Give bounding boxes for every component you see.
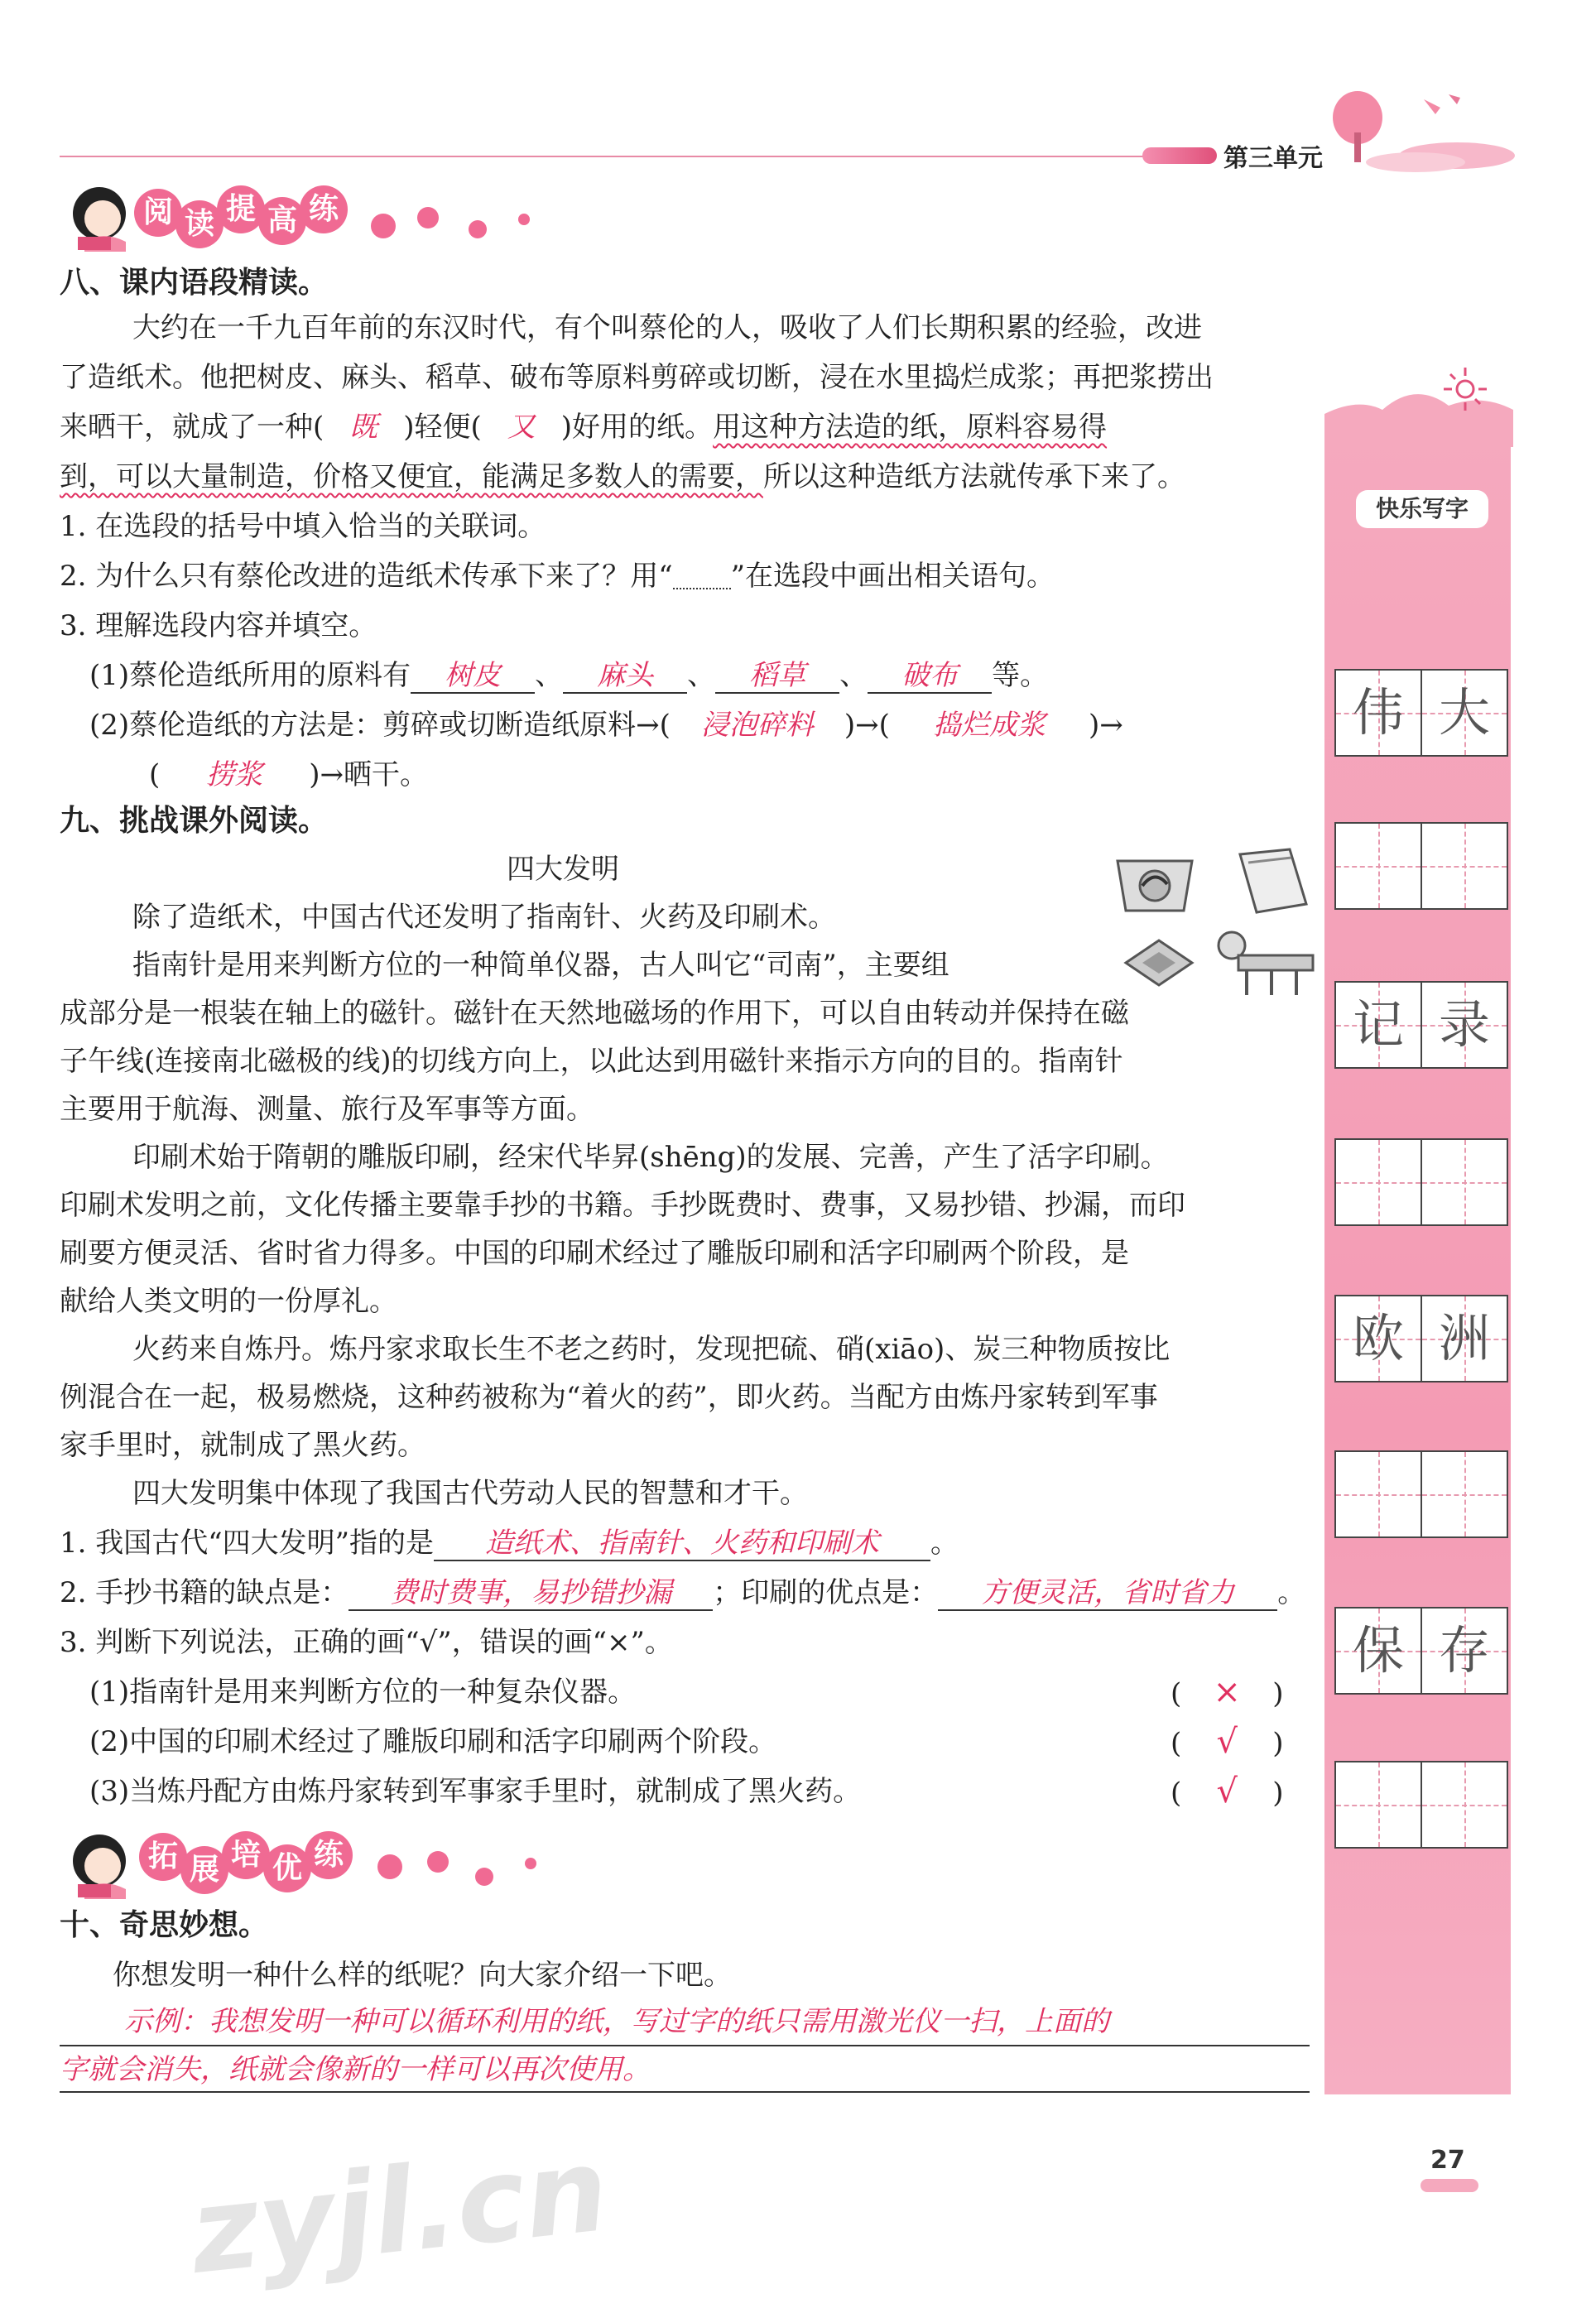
article-line: 主要用于航海、测量、旅行及军事等方面。 [60, 1093, 594, 1126]
q8-text: (1)蔡伦造纸所用的原料有 [89, 659, 411, 692]
q10-answer-line[interactable]: 示例：我想发明一种可以循环利用的纸，写过字的纸只需用激光仪一扫，上面的 [124, 2005, 1109, 2038]
article-line: 例混合在一起，极易燃烧，这种药被称为“着火的药”，即火药。当配方由炼丹家转到军事 [60, 1381, 1158, 1414]
grid-char: 保 [1352, 1620, 1404, 1681]
grid-char: 记 [1352, 994, 1404, 1055]
girl-reading-icon [60, 1828, 142, 1902]
q8-sub-3: 3. 理解选段内容并填空。 [60, 609, 377, 642]
q10-answer-line[interactable]: 字就会消失，纸就会像新的一样可以再次使用。 [60, 2053, 651, 2086]
material-blank[interactable]: 树皮 [411, 659, 535, 694]
writing-grid-3[interactable] [1334, 981, 1508, 1069]
wavy-mark-icon [673, 566, 731, 589]
article-line: 印刷术发明之前，文化传播主要靠手抄的书籍。手抄既费时、费事，又易抄错、抄漏，而印 [60, 1189, 1185, 1222]
writing-grid-4[interactable] [1334, 1138, 1508, 1226]
cross-mark-icon: × [1213, 1673, 1242, 1711]
q8-text: 所以这种造纸方法就传承下来了。 [763, 460, 1185, 493]
grid-char: 欧 [1352, 1308, 1404, 1368]
bracket-close: ) [1272, 1727, 1284, 1760]
q10-title: 十、奇思妙想。 [60, 1908, 269, 1942]
judge-bracket-2[interactable] [1171, 1725, 1303, 1760]
judge-bracket-1[interactable] [1171, 1673, 1303, 1711]
writing-grid-2[interactable] [1334, 822, 1508, 910]
q8-answer-ji[interactable]: 既 [349, 411, 378, 444]
article-line: 印刷术始于隋朝的雕版印刷，经宋代毕昇(shēng)的发展、完善，产生了活字印刷。 [132, 1141, 1169, 1174]
page-number-decoration [1421, 2179, 1478, 2192]
judge-item: (1)指南针是用来判断方位的一种复杂仪器。 [89, 1676, 637, 1709]
q8-text: ”在选段中画出相关语句。 [730, 560, 1055, 593]
watermark: zyjl.cn [184, 2123, 614, 2301]
writing-grid-5[interactable] [1334, 1295, 1508, 1383]
banner-char: 练 [300, 185, 348, 233]
q8-sub-1: 1. 在选段的括号中填入恰当的关联词。 [60, 510, 546, 543]
sun-icon [1440, 364, 1490, 414]
q9-sub-3: 3. 判断下列说法，正确的画“√”，错误的画“×”。 [60, 1626, 673, 1659]
q8-text: )好用的纸。 [560, 411, 714, 444]
article-line: 除了造纸术，中国古代还发明了指南针、火药及印刷术。 [132, 901, 836, 934]
bracket-open: ( [1171, 1727, 1182, 1760]
q8-para-line: 大约在一千九百年前的东汉时代，有个叫蔡伦的人，吸收了人们长期积累的经验，改进 [132, 311, 1202, 344]
bracket-open: ( [1171, 1677, 1182, 1710]
article-line: 四大发明集中体现了我国古代劳动人民的智慧和才干。 [132, 1477, 808, 1510]
q8-text: 、 [535, 659, 564, 692]
bracket-close: ) [1272, 1777, 1284, 1810]
grid-char: 大 [1438, 682, 1490, 743]
answer-rule [60, 2091, 1310, 2093]
banner-char: 展 [180, 1846, 228, 1894]
grid-char: 伟 [1352, 682, 1404, 743]
method-step-3[interactable]: 捞浆 [206, 758, 263, 791]
article-line: 成部分是一根装在轴上的磁针。磁针在天然地磁场的作用下，可以自由转动并保持在磁 [60, 997, 1129, 1030]
q8-answer-you[interactable]: 又 [507, 411, 536, 444]
q8-text: 2. 为什么只有蔡伦改进的造纸术传承下来了？用“ [60, 560, 673, 593]
cannon-icon [1214, 927, 1321, 1002]
banner-char: 阅 [134, 189, 182, 237]
writing-grid-1[interactable] [1334, 669, 1508, 757]
q8-text: )→ [1088, 709, 1123, 742]
q8-para-line: 了造纸术。他把树皮、麻头、稻草、破布等原料剪碎或切断，浸在水里捣烂成浆；再把浆捞出 [60, 361, 1214, 394]
q8-text: ( [149, 758, 161, 791]
banner-char: 拓 [139, 1833, 187, 1881]
q8-text: )→晒干。 [309, 758, 429, 791]
tree-icon [1324, 83, 1515, 174]
material-blank[interactable]: 稻草 [715, 659, 839, 694]
q8-text: )→( [844, 709, 890, 742]
banner-char: 读 [175, 200, 224, 248]
q9-text: 。 [930, 1527, 959, 1560]
q8-sub-3-1 [89, 659, 1048, 694]
grid-char: 洲 [1438, 1308, 1490, 1368]
q9-title: 九、挑战课外阅读。 [60, 804, 329, 838]
decor-dot [475, 1868, 493, 1886]
decor-dot [377, 1854, 402, 1879]
girl-reading-icon [60, 180, 142, 255]
banner-char: 优 [263, 1844, 311, 1892]
judge-item: (3)当炼丹配方由炼丹家转到军事家手里时，就制成了黑火药。 [89, 1775, 862, 1808]
copy-drawback-answer[interactable]: 费时费事，易抄错抄漏 [349, 1576, 713, 1611]
q10-prompt: 你想发明一种什么样的纸呢？向大家介绍一下吧。 [113, 1959, 732, 1992]
article-line: 子午线(连接南北磁极的线)的切线方向上，以此达到用磁针来指示方向的目的。指南针 [60, 1045, 1123, 1078]
four-inventions-answer[interactable]: 造纸术、指南针、火药和印刷术 [434, 1527, 930, 1561]
q8-text: 来晒干，就成了一种( [60, 411, 324, 444]
article-line: 刷要方便灵活、省时省力得多。中国的印刷术经过了雕版印刷和活字印刷两个阶段，是 [60, 1237, 1129, 1270]
article-title: 四大发明 [507, 853, 619, 886]
judge-bracket-3[interactable] [1171, 1772, 1303, 1810]
material-blank[interactable]: 麻头 [563, 659, 687, 694]
check-mark-icon: √ [1216, 1772, 1238, 1810]
movable-type-icon [1118, 934, 1200, 992]
page-number: 27 [1430, 2146, 1465, 2175]
compass-icon [1109, 853, 1200, 919]
method-step-1[interactable]: 浸泡碎料 [700, 709, 814, 742]
judge-item: (2)中国的印刷术经过了雕版印刷和活字印刷两个阶段。 [89, 1725, 777, 1758]
banner-char: 练 [305, 1831, 353, 1879]
q8-text: 等。 [992, 659, 1049, 692]
banner-char: 提 [217, 185, 265, 233]
header-arrow [1142, 147, 1217, 164]
banner-char: 高 [258, 197, 306, 245]
q8-text: 、 [839, 659, 868, 692]
decor-dot [417, 207, 439, 228]
writing-grid-8[interactable] [1334, 1761, 1508, 1849]
article-line: 献给人类文明的一份厚礼。 [60, 1285, 397, 1318]
decor-dot [469, 220, 487, 238]
check-mark-icon: √ [1216, 1723, 1238, 1761]
article-line: 指南针是用来判断方位的一种简单仪器，古人叫它“司南”，主要组 [132, 949, 949, 982]
decor-dot [525, 1858, 536, 1869]
q8-sub-2 [60, 560, 1055, 593]
q9-sub-1 [60, 1527, 959, 1561]
q8-wavy-sentence: 用这种方法造的纸，原料容易得 [713, 411, 1108, 444]
bracket-open: ( [1171, 1777, 1182, 1810]
decor-dot [427, 1851, 449, 1873]
paper-book-icon [1223, 846, 1315, 921]
q8-text: (2)蔡伦造纸的方法是：剪碎或切断造纸原料→( [89, 709, 671, 742]
q8-sub-3-2 [89, 709, 1123, 742]
q8-para-line [60, 411, 1107, 444]
article-line: 火药来自炼丹。炼丹家求取长生不老之药时，发现把硫、硝(xiāo)、炭三种物质按比 [132, 1333, 1171, 1366]
bracket-close: ) [1272, 1677, 1284, 1710]
q8-wavy-sentence: 到，可以大量制造，价格又便宜，能满足多数人的需要， [60, 460, 763, 493]
side-title: 快乐写字 [1356, 490, 1488, 528]
unit-label: 第三单元 [1223, 144, 1323, 173]
header-rule [60, 156, 1144, 157]
decor-dot [371, 214, 396, 238]
q8-sub-3-3 [149, 758, 428, 791]
decor-dot [518, 214, 530, 225]
q8-text: 、 [687, 659, 716, 692]
q9-text: ；印刷的优点是： [713, 1576, 939, 1609]
article-line: 家手里时，就制成了黑火药。 [60, 1429, 425, 1462]
q8-text: )轻便( [403, 411, 482, 444]
writing-grid-6[interactable] [1334, 1450, 1508, 1538]
q9-sub-2 [60, 1576, 1305, 1611]
q9-text: 1. 我国古代“四大发明”指的是 [60, 1527, 435, 1560]
banner-char: 培 [222, 1831, 270, 1879]
q8-para-line [60, 460, 1185, 493]
grid-char: 录 [1438, 994, 1490, 1055]
q9-text: 。 [1277, 1576, 1306, 1609]
answer-rule [60, 2045, 1310, 2046]
q9-text: 2. 手抄书籍的缺点是： [60, 1576, 349, 1609]
grid-char: 存 [1438, 1620, 1490, 1681]
q8-title: 八、课内语段精读。 [60, 266, 329, 300]
material-blank[interactable]: 破布 [868, 659, 992, 694]
writing-grid-7[interactable] [1334, 1607, 1508, 1695]
method-step-2[interactable]: 捣烂成浆 [932, 709, 1046, 742]
print-advantage-answer[interactable]: 方便灵活，省时省力 [938, 1576, 1277, 1611]
